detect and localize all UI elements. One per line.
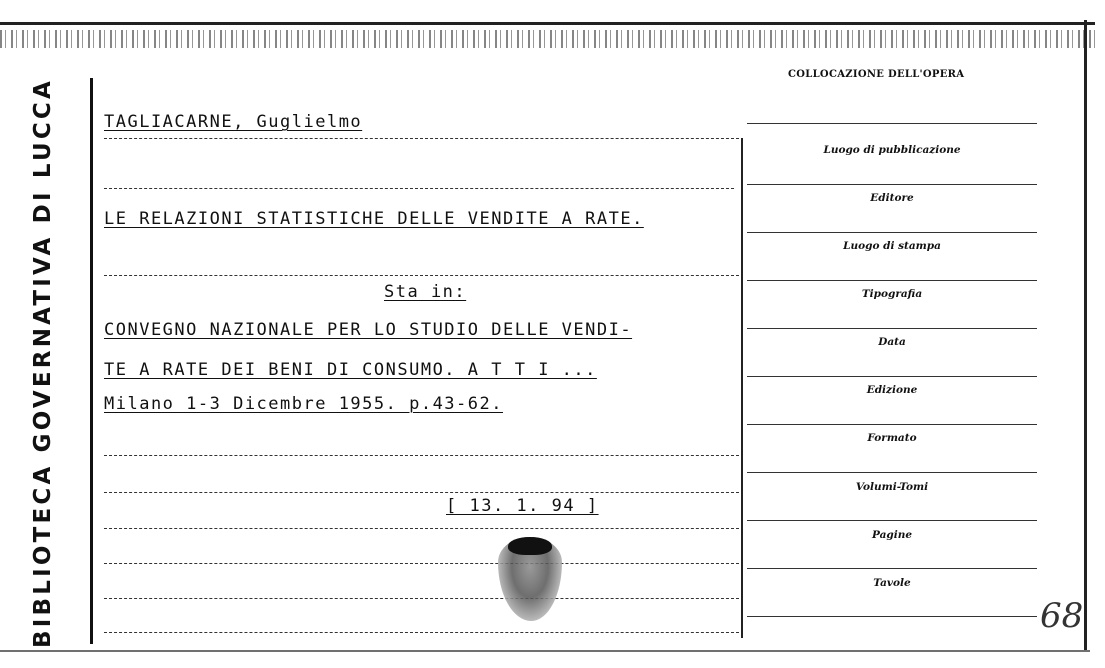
ruled-line bbox=[104, 188, 734, 189]
panel-rule bbox=[747, 280, 1037, 281]
library-name: BIBLIOTECA GOVERNATIVA DI LUCCA bbox=[30, 78, 56, 648]
panel-rule bbox=[747, 184, 1037, 185]
field-luogo-pubblicazione: Luogo di pubblicazione bbox=[823, 144, 961, 156]
top-edge-texture bbox=[0, 30, 1095, 48]
margin-rule bbox=[90, 78, 93, 644]
ruled-line bbox=[104, 598, 739, 599]
panel-rule bbox=[747, 328, 1037, 329]
ruled-line bbox=[104, 492, 739, 493]
panel-rule bbox=[747, 616, 1037, 617]
ruled-line bbox=[104, 528, 739, 529]
source-line-2: TE A RATE DEI BENI DI CONSUMO. A T T I ... bbox=[104, 360, 597, 380]
field-pagine: Pagine bbox=[871, 529, 913, 541]
stamp-top-mark bbox=[508, 537, 552, 555]
date-line: [ 13. 1. 94 ] bbox=[446, 496, 599, 516]
top-edge-line bbox=[0, 22, 1095, 25]
title-line: LE RELAZIONI STATISTICHE DELLE VENDITE A RATE. bbox=[104, 209, 644, 229]
panel-rule bbox=[747, 123, 1037, 124]
panel-divider bbox=[741, 138, 743, 638]
field-formato: Formato bbox=[867, 432, 917, 444]
panel-rule bbox=[747, 520, 1037, 521]
panel-rule bbox=[747, 376, 1037, 377]
ruled-line bbox=[104, 632, 739, 633]
source-line-1: CONVEGNO NAZIONALE PER LO STUDIO DELLE VENDI- bbox=[104, 320, 633, 340]
ruled-line bbox=[104, 563, 739, 564]
field-tavole: Tavole bbox=[873, 577, 911, 589]
panel-rule bbox=[747, 568, 1037, 569]
bottom-edge-line bbox=[0, 650, 1090, 652]
panel-rule bbox=[747, 472, 1037, 473]
handwritten-number: 68 bbox=[1040, 596, 1084, 636]
in-label: Sta in: bbox=[384, 282, 467, 302]
author-line: TAGLIACARNE, Guglielmo bbox=[104, 112, 363, 132]
ruled-line bbox=[104, 275, 739, 276]
field-volumi-tomi: Volumi-Tomi bbox=[855, 481, 929, 493]
panel-rule bbox=[747, 232, 1037, 233]
field-data: Data bbox=[878, 336, 906, 348]
ruled-line bbox=[104, 455, 739, 456]
field-tipografia: Tipografia bbox=[861, 288, 923, 300]
ruled-line bbox=[104, 138, 739, 139]
field-luogo-stampa: Luogo di stampa bbox=[843, 240, 941, 252]
field-editore: Editore bbox=[870, 192, 914, 204]
field-edizione: Edizione bbox=[866, 384, 918, 396]
collocation-heading: COLLOCAZIONE DELL'OPERA bbox=[788, 69, 965, 80]
source-line-3: Milano 1-3 Dicembre 1955. p.43-62. bbox=[104, 394, 503, 414]
right-edge-line bbox=[1084, 20, 1087, 650]
panel-rule bbox=[747, 424, 1037, 425]
